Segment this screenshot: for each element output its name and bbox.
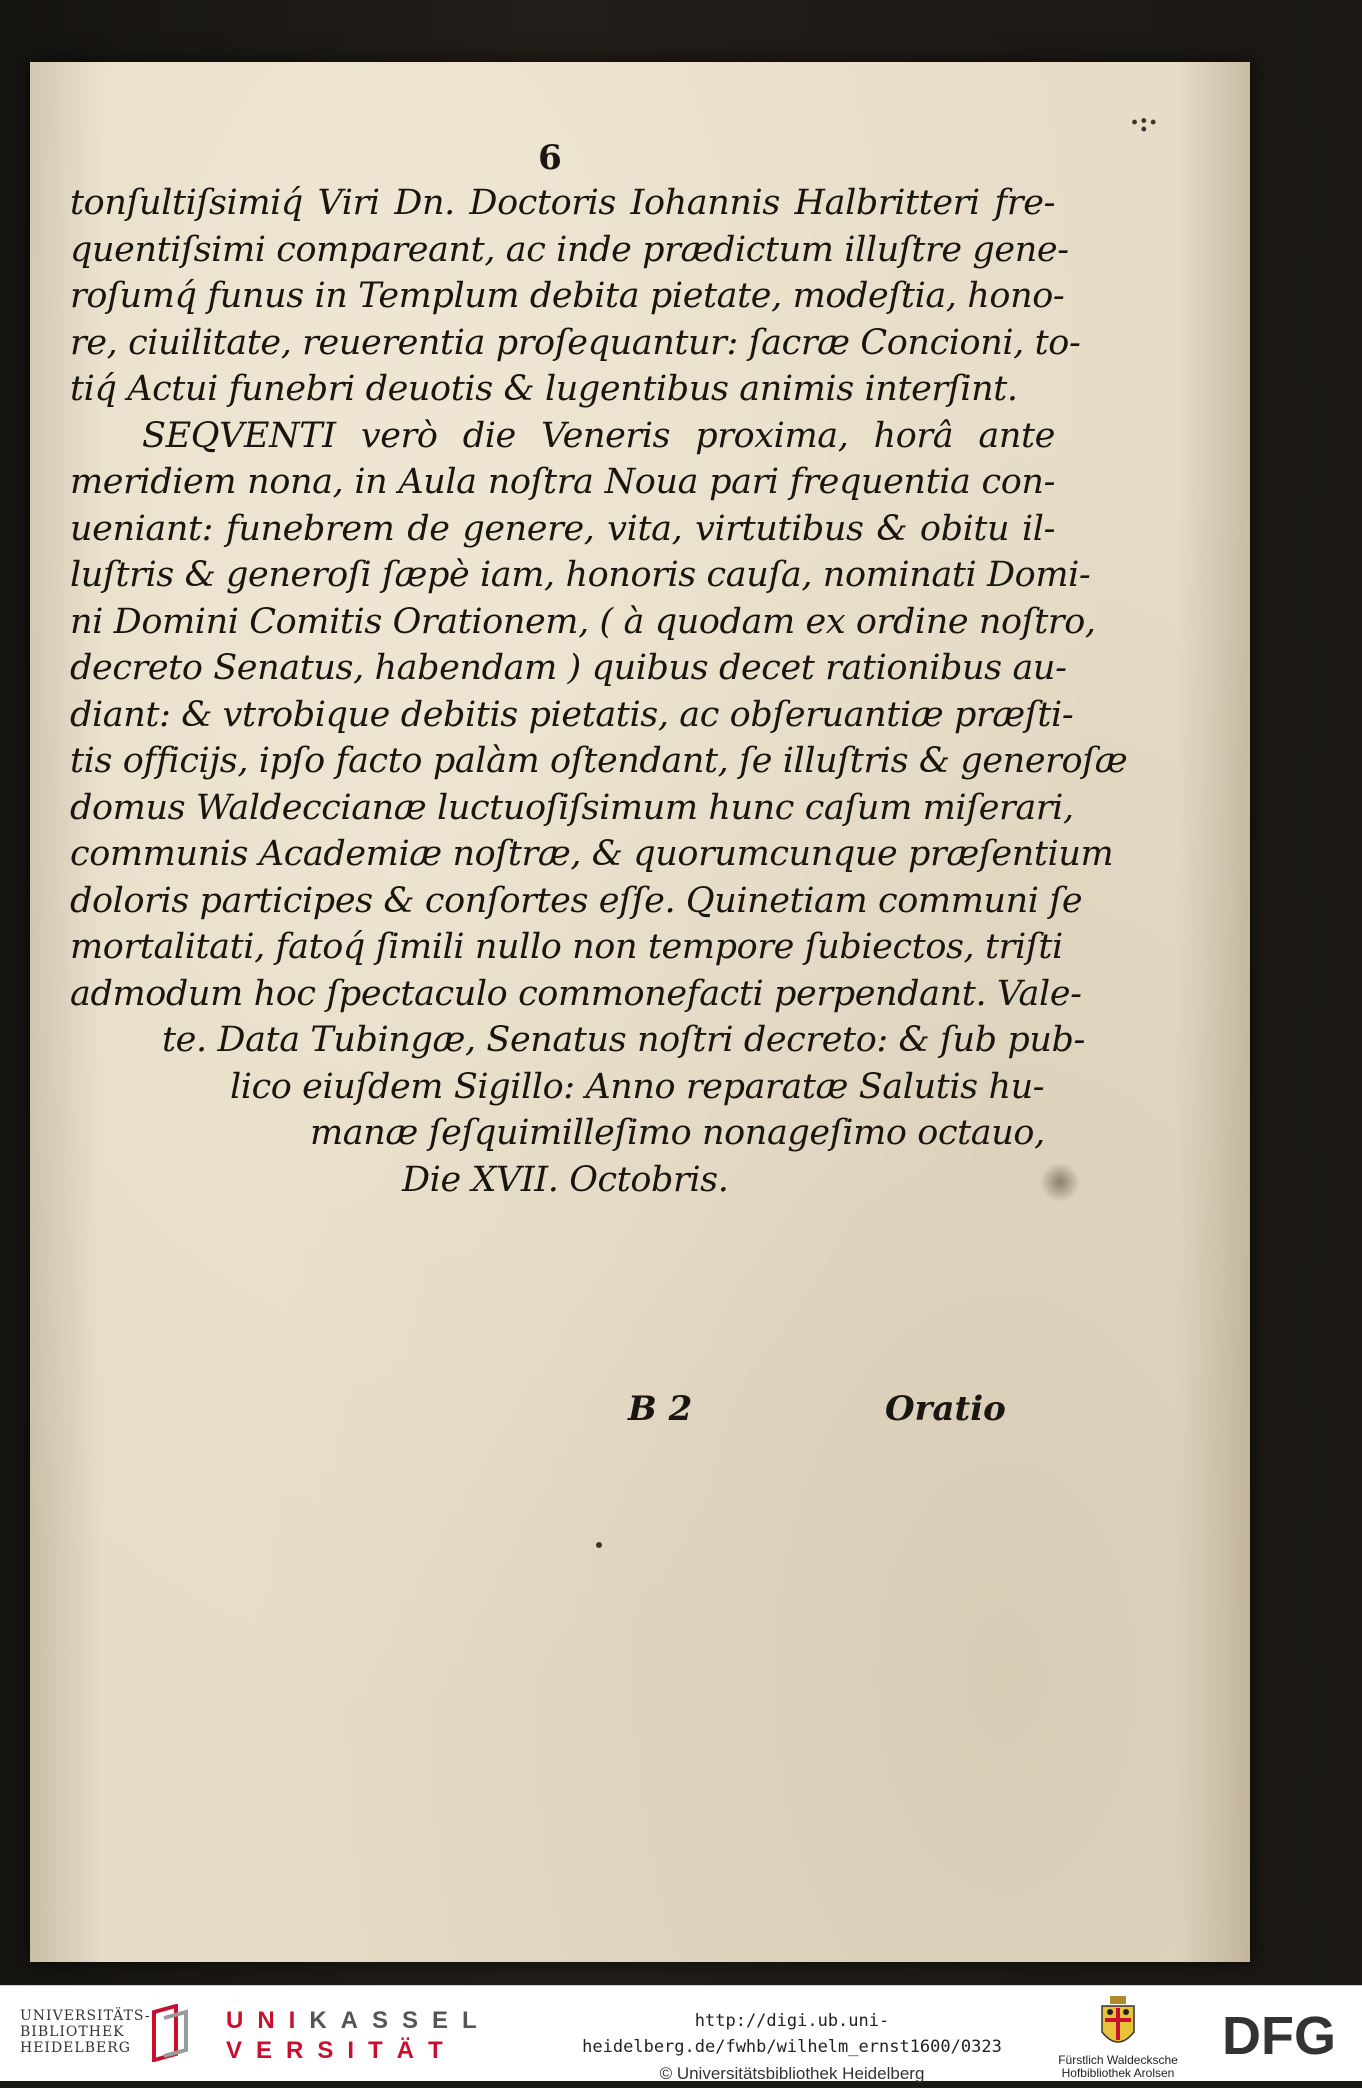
dfg-logo[interactable] <box>1222 2004 1347 2064</box>
text-line: domus Waldeccianæ luctuoſiſsimum hunc caſum miſerari, <box>70 787 1074 828</box>
body-text <box>70 180 1128 1203</box>
kassel-row-2: VERSITÄT <box>226 2037 457 2064</box>
text-line: decreto Senatus, habendam ) quibus decet rationibus au- <box>70 648 1067 688</box>
text-line: communis Academiæ noſtræ, & quorumcunque præſentium <box>70 834 1114 874</box>
text-line: admodum hoc ſpectaculo commonefacti perpendant. Vale- <box>70 973 1082 1014</box>
arolsen-library-logo[interactable] <box>1048 1994 1188 2080</box>
text-line: tiq́ Actui funebri deuotis & lugentibus animis interſint. <box>70 369 1018 409</box>
permalink-url[interactable]: http://digi.ub.uni-heidelberg.de/fwhb/wilhelm_ernst1600/0323 <box>582 2011 1002 2057</box>
library-name-line: UNIVERSITÄTS- <box>20 2008 151 2024</box>
text-line: lico eiuſdem Sigillo: Anno reparatæ Salutis hu- <box>230 1066 1045 1107</box>
signature-mark: B 2 <box>628 1389 693 1429</box>
text-line: Die XVII. Octobris. <box>402 1159 729 1200</box>
text-line: diant: & vtrobique debitis pietatis, ac obſeruantiæ præſti- <box>70 694 1074 735</box>
text-line: tis officijs, ipſo facto palàm oſtendant, ſe illuſtris & generoſæ <box>70 741 1128 781</box>
catchword: Oratio <box>885 1389 1006 1429</box>
copyright-notice: © Universitätsbibliothek Heidelberg <box>659 2064 925 2083</box>
arolsen-name-line: Hofbibliothek Arolsen <box>1061 2066 1175 2080</box>
corner-mark: ·:· <box>1130 108 1158 138</box>
book-page <box>30 62 1250 1962</box>
text-line: meridiem nona, in Aula noſtra Noua pari frequentia con- <box>70 462 1055 502</box>
library-name-line: HEIDELBERG <box>20 2040 131 2056</box>
dfg-label: DFG <box>1222 2006 1336 2064</box>
text-line: mortalitati, fatoq́ ſimili nullo non tempore ſubiectos, triſti <box>70 927 1063 967</box>
footer-bar <box>0 1985 1362 2081</box>
text-line: doloris participes & conſortes eſſe. Quinetiam communi ſe <box>70 880 1083 921</box>
text-line: manæ ſeſquimilleſimo nonageſimo octauo, <box>310 1113 1045 1153</box>
kassel-name-text: KASSEL <box>309 2007 491 2034</box>
kassel-university-logo[interactable] <box>226 2006 491 2066</box>
arolsen-name-line: Fürstlich Waldecksche <box>1058 2053 1178 2067</box>
text-line: quentiſsimi compareant, ac inde prædictum illuſtre gene- <box>70 229 1069 270</box>
text-line: ni Domini Comitis Orationem, ( à quodam ex ordine noſtro, <box>70 601 1096 642</box>
text-line: ueniant: funebrem de genere, vita, virtutibus & obitu il- <box>70 508 1055 549</box>
text-line: luſtris & generoſi ſæpè iam, honoris cauſa, nominati Domi- <box>70 555 1091 595</box>
library-name-line: BIBLIOTHEK <box>20 2024 125 2040</box>
ink-dot <box>596 1542 602 1548</box>
kassel-row-1 <box>226 2006 491 2036</box>
text-line: re, ciuilitate, reuerentia proſequantur: ſacræ Concioni, to- <box>70 322 1081 363</box>
coat-of-arms-icon <box>1096 1994 1140 2054</box>
page-folio-number: 6 <box>538 138 562 178</box>
citation-block <box>512 2008 1072 2088</box>
heidelberg-emblem-icon <box>146 2004 194 2062</box>
kassel-uni-text: UNI <box>226 2007 310 2034</box>
text-line: tonſultiſsimiq́ Viri Dn. Doctoris Iohannis Halbritteri fre- <box>70 183 1055 223</box>
text-line: roſumq́ funus in Templum debita pietate, modeſtia, hono- <box>70 276 1065 316</box>
text-line: te. Data Tubingæ, Senatus noſtri decreto: & ſub pub- <box>162 1020 1085 1060</box>
text-line: SEQVENTI verò die Veneris proxima, horâ ante <box>142 415 1055 456</box>
